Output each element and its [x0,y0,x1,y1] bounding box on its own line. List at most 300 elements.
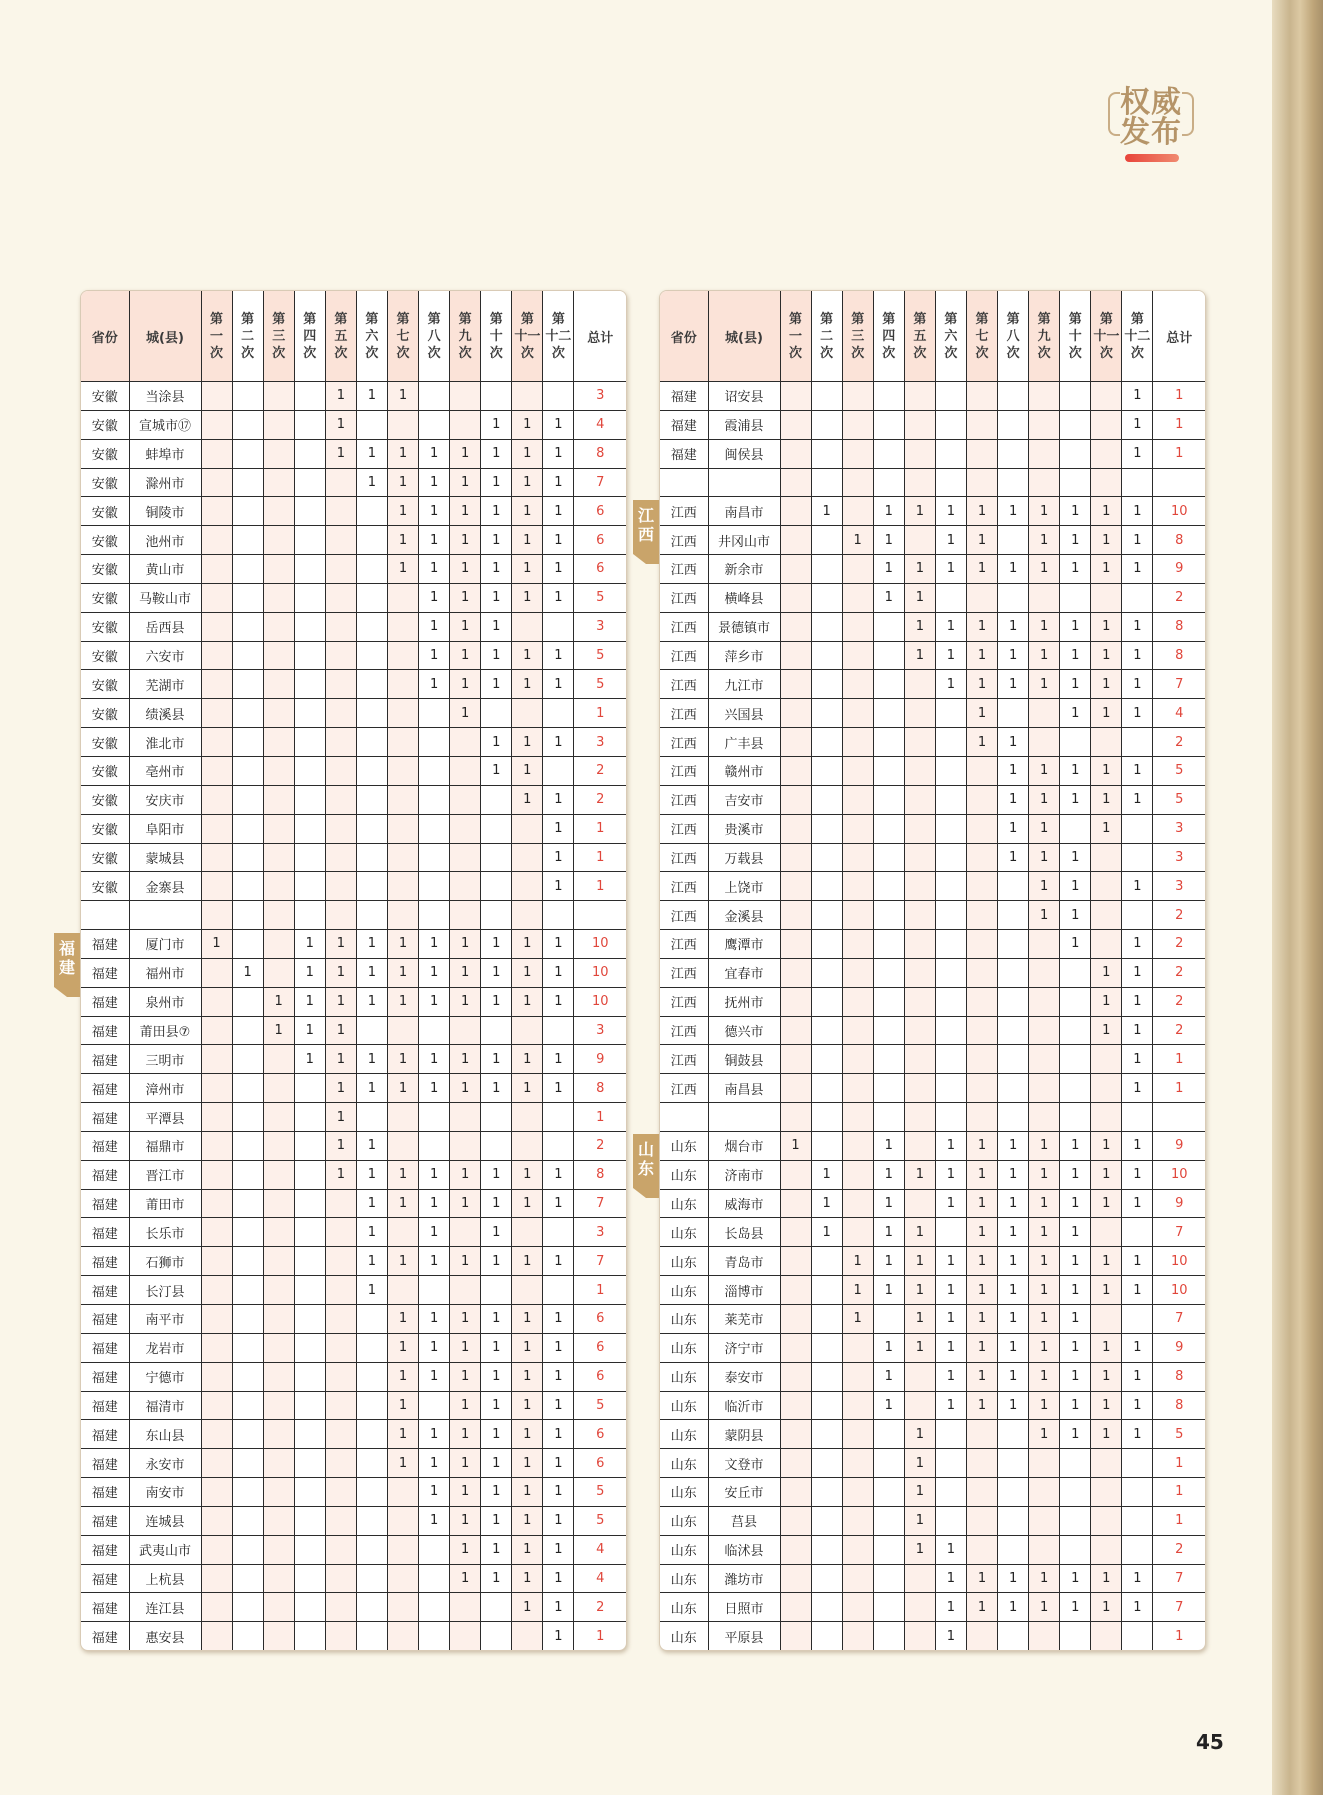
round-cell: 1 [450,1449,481,1478]
round-cell [1091,1478,1122,1507]
round-cell: 1 [356,468,387,497]
round-cell [873,1449,904,1478]
round-cell [1029,382,1060,411]
round-cell [232,1045,263,1074]
round-cell: 1 [543,526,574,555]
round-cell [1122,901,1153,930]
total-cell: 1 [1153,382,1205,411]
city-cell: 文登市 [708,1449,780,1478]
round-cell: 1 [998,670,1029,699]
header-total: 总计 [1153,291,1205,382]
city-cell: 池州市 [129,526,201,555]
total-cell: 9 [1153,1189,1205,1218]
round-cell [263,1276,294,1305]
round-cell [904,756,935,785]
province-cell: 山东 [660,1564,708,1593]
province-cell: 安徽 [81,583,129,612]
round-cell: 1 [356,382,387,411]
round-cell [325,670,356,699]
header-round-char: 第 [210,311,224,327]
round-cell [811,612,842,641]
table-row [81,1103,626,1132]
round-cell [325,468,356,497]
province-cell: 福建 [81,1247,129,1276]
header-total: 总计 [574,291,626,382]
round-cell [263,382,294,411]
round-cell [842,699,873,728]
province-cell: 江西 [660,843,708,872]
round-cell [811,1131,842,1160]
header-round-char: 次 [851,345,865,361]
round-cell: 1 [1122,1420,1153,1449]
round-cell [1060,439,1091,468]
round-cell: 1 [387,1333,418,1362]
round-cell [780,1449,811,1478]
round-cell: 1 [512,468,543,497]
round-cell [873,872,904,901]
header-round-char: 次 [458,345,472,361]
city-cell: 临沂市 [708,1391,780,1420]
round-cell: 1 [512,1535,543,1564]
round-cell [1029,468,1060,497]
round-cell [387,1016,418,1045]
header-round-text [334,311,347,362]
round-cell [325,612,356,641]
round-cell [842,1449,873,1478]
round-cell [904,843,935,872]
total-cell: 2 [1153,728,1205,757]
round-cell: 1 [1029,1160,1060,1189]
round-cell [842,901,873,930]
round-cell [811,382,842,411]
round-cell [873,670,904,699]
round-cell: 1 [1060,699,1091,728]
round-cell: 1 [1122,1564,1153,1593]
city-cell: 福鼎市 [129,1131,201,1160]
total-cell: 8 [1153,641,1205,670]
city-cell: 抚州市 [708,987,780,1016]
round-cell: 1 [966,1391,997,1420]
round-cell [1029,583,1060,612]
round-cell: 1 [1122,526,1153,555]
round-cell [232,756,263,785]
round-cell [201,1391,232,1420]
city-cell: 临沭县 [708,1535,780,1564]
city-cell: 福州市 [129,958,201,987]
city-cell: 莆田县⑦ [129,1016,201,1045]
round-cell [811,843,842,872]
round-cell [450,814,481,843]
round-cell [904,670,935,699]
section-label-char: 西 [637,525,654,544]
round-cell: 1 [387,1305,418,1334]
total-cell: 2 [574,785,626,814]
round-cell [1029,410,1060,439]
header-round-char: 五 [334,328,348,344]
header-round-char: 第 [458,311,472,327]
round-cell: 1 [543,670,574,699]
round-cell: 1 [450,699,481,728]
round-cell [998,1074,1029,1103]
round-cell [1060,1478,1091,1507]
round-cell [966,583,997,612]
header-province: 省份 [660,291,708,382]
round-cell [356,1478,387,1507]
round-cell [512,901,543,930]
round-cell [1091,1074,1122,1103]
round-cell [450,1016,481,1045]
round-cell [201,641,232,670]
round-cell [1091,1103,1122,1132]
header-round-char: 第 [1037,311,1051,327]
total-cell: 1 [1153,1074,1205,1103]
round-cell: 1 [1122,785,1153,814]
total-cell: 10 [1153,1276,1205,1305]
header-round-char: 八 [427,328,441,344]
round-cell [811,1276,842,1305]
round-cell: 1 [419,930,450,959]
round-cell [873,785,904,814]
total-cell: 5 [574,1391,626,1420]
header-round-char: 第 [975,311,989,327]
left-table-panel [80,290,627,1651]
total-cell: 3 [1153,814,1205,843]
round-cell [966,814,997,843]
round-cell [998,1016,1029,1045]
header-round-text [241,311,254,362]
round-cell: 1 [1091,1333,1122,1362]
province-cell: 山东 [660,1391,708,1420]
table-row [660,526,1205,555]
round-cell [1060,814,1091,843]
round-cell [780,699,811,728]
province-cell [660,1103,708,1132]
round-cell [904,958,935,987]
round-cell: 1 [1060,930,1091,959]
round-cell: 1 [419,1305,450,1334]
province-cell: 安徽 [81,699,129,728]
city-cell: 安丘市 [708,1478,780,1507]
round-cell: 1 [512,1305,543,1334]
round-cell [201,814,232,843]
round-cell: 1 [1091,1247,1122,1276]
round-cell [232,497,263,526]
round-cell [780,641,811,670]
round-cell: 1 [481,958,512,987]
round-cell [1029,699,1060,728]
round-cell: 1 [935,497,966,526]
round-cell [263,497,294,526]
round-cell: 1 [543,814,574,843]
round-cell [1060,382,1091,411]
round-cell: 1 [450,1247,481,1276]
round-cell [419,1276,450,1305]
province-cell: 安徽 [81,670,129,699]
city-cell: 绩溪县 [129,699,201,728]
round-cell: 1 [1060,872,1091,901]
round-cell: 1 [543,1333,574,1362]
total-cell: 1 [1153,1506,1205,1535]
header-round-text [272,311,285,362]
round-cell [450,872,481,901]
round-cell: 1 [387,930,418,959]
round-cell: 1 [1091,1016,1122,1045]
table-row [660,1276,1205,1305]
province-cell: 福建 [81,1074,129,1103]
total-cell: 2 [574,1593,626,1622]
city-cell [708,1103,780,1132]
province-cell: 福建 [81,1333,129,1362]
round-cell [873,699,904,728]
table-row [81,1622,626,1650]
round-cell: 1 [356,1074,387,1103]
table-row [81,583,626,612]
round-cell [780,1391,811,1420]
header-round-2 [232,291,263,382]
round-cell [543,699,574,728]
table-row [81,1478,626,1507]
round-cell: 1 [325,382,356,411]
city-cell: 南平市 [129,1305,201,1334]
round-cell [998,583,1029,612]
round-cell [780,1189,811,1218]
round-cell [512,612,543,641]
round-cell [966,1535,997,1564]
round-cell: 1 [481,1478,512,1507]
round-cell [481,1276,512,1305]
round-cell [873,641,904,670]
round-cell [998,1506,1029,1535]
round-cell [232,1506,263,1535]
round-cell: 1 [998,756,1029,785]
round-cell [419,699,450,728]
round-cell: 1 [904,641,935,670]
round-cell: 1 [1060,1160,1091,1189]
table-row [660,1045,1205,1074]
round-cell [294,756,325,785]
round-cell [356,612,387,641]
round-cell [1029,930,1060,959]
round-cell [419,1564,450,1593]
table-row [660,641,1205,670]
round-cell [387,583,418,612]
round-cell: 1 [1122,670,1153,699]
round-cell [356,872,387,901]
round-cell [966,1016,997,1045]
round-cell [842,1391,873,1420]
header-round-text [459,311,472,362]
round-cell [780,1564,811,1593]
table-row [81,872,626,901]
round-cell: 1 [1091,1420,1122,1449]
round-cell [780,756,811,785]
round-cell [935,1218,966,1247]
round-cell [232,1478,263,1507]
round-cell: 1 [356,958,387,987]
header-round-text [365,311,378,362]
table-row [660,987,1205,1016]
round-cell [998,901,1029,930]
round-cell [966,1478,997,1507]
round-cell [811,1362,842,1391]
province-cell: 江西 [660,756,708,785]
province-cell: 山东 [660,1333,708,1362]
round-cell: 1 [1029,1276,1060,1305]
table-row [660,1622,1205,1650]
round-cell: 1 [873,1131,904,1160]
round-cell: 1 [387,1074,418,1103]
table-row [81,612,626,641]
round-cell: 1 [325,410,356,439]
round-cell: 1 [966,670,997,699]
round-cell [1060,410,1091,439]
round-cell: 1 [1029,1189,1060,1218]
province-cell: 江西 [660,872,708,901]
round-cell [232,1362,263,1391]
header-round-12 [1122,291,1153,382]
round-cell: 1 [512,555,543,584]
city-cell: 上饶市 [708,872,780,901]
round-cell [873,930,904,959]
round-cell: 1 [450,1420,481,1449]
round-cell: 1 [1122,612,1153,641]
round-cell [294,1333,325,1362]
round-cell: 1 [1029,497,1060,526]
city-cell: 亳州市 [129,756,201,785]
round-cell [780,1016,811,1045]
round-cell: 1 [481,497,512,526]
header-round-text [944,311,957,362]
header-round-char: 第 [241,311,255,327]
round-cell [325,641,356,670]
province-cell: 福建 [660,439,708,468]
province-cell: 江西 [660,930,708,959]
round-cell: 1 [419,1160,450,1189]
round-cell: 1 [543,641,574,670]
province-cell: 福建 [81,930,129,959]
round-cell: 1 [387,497,418,526]
round-cell: 1 [543,1074,574,1103]
round-cell: 1 [419,555,450,584]
logo-right-bracket [1182,92,1194,136]
city-cell: 泉州市 [129,987,201,1016]
city-cell: 宁德市 [129,1362,201,1391]
total-cell: 9 [1153,1333,1205,1362]
province-cell: 福建 [81,1478,129,1507]
round-cell: 1 [1060,756,1091,785]
round-cell [1060,468,1091,497]
round-cell [1060,1045,1091,1074]
city-cell: 济宁市 [708,1333,780,1362]
round-cell [387,699,418,728]
city-cell: 安庆市 [129,785,201,814]
round-cell: 1 [512,583,543,612]
round-cell [232,872,263,901]
total-cell: 1 [574,699,626,728]
round-cell: 1 [543,497,574,526]
province-cell: 福建 [81,1391,129,1420]
round-cell: 1 [1060,1333,1091,1362]
total-cell: 5 [574,1506,626,1535]
city-cell: 蚌埠市 [129,439,201,468]
round-cell [356,1622,387,1650]
round-cell [387,901,418,930]
round-cell [935,756,966,785]
header-round-char: 三 [272,328,286,344]
round-cell [294,785,325,814]
round-cell [935,1045,966,1074]
round-cell [263,814,294,843]
round-cell [1060,1103,1091,1132]
round-cell [512,1276,543,1305]
round-cell: 1 [1091,526,1122,555]
round-cell [263,1391,294,1420]
round-cell [263,1305,294,1334]
round-cell [842,1506,873,1535]
round-cell [450,1103,481,1132]
round-cell [543,1016,574,1045]
city-cell: 铜鼓县 [708,1045,780,1074]
round-cell [294,382,325,411]
round-cell [356,1593,387,1622]
city-cell: 莱芜市 [708,1305,780,1334]
right-table-panel [659,290,1206,1651]
round-cell [419,1391,450,1420]
round-cell: 1 [450,497,481,526]
round-cell [419,843,450,872]
round-cell [419,410,450,439]
round-cell [904,785,935,814]
round-cell [294,1478,325,1507]
city-cell: 厦门市 [129,930,201,959]
header-round-3 [842,291,873,382]
round-cell: 1 [873,1247,904,1276]
header-round-text [514,311,540,362]
total-cell [1153,1103,1205,1132]
city-cell: 芜湖市 [129,670,201,699]
total-cell: 5 [1153,756,1205,785]
round-cell: 1 [904,1535,935,1564]
round-cell [998,1449,1029,1478]
round-cell [935,382,966,411]
round-cell [201,583,232,612]
round-cell [294,872,325,901]
header-round-9 [1029,291,1060,382]
round-cell: 1 [543,1247,574,1276]
header-round-char: 第 [1130,311,1144,327]
table-row [660,1305,1205,1334]
round-cell: 1 [543,1478,574,1507]
header-round-char: 次 [210,345,224,361]
round-cell: 1 [356,930,387,959]
header-round-text [545,311,571,362]
round-cell [325,756,356,785]
province-cell: 山东 [660,1189,708,1218]
header-round-char: 次 [820,345,834,361]
round-cell: 1 [873,583,904,612]
round-cell: 1 [450,439,481,468]
city-cell: 宣城市⑰ [129,410,201,439]
province-cell: 山东 [660,1420,708,1449]
round-cell: 1 [966,1305,997,1334]
round-cell [998,987,1029,1016]
round-cell [842,1333,873,1362]
round-cell [966,1103,997,1132]
round-cell [935,1420,966,1449]
section-label-jiangxi [633,500,659,554]
logo-line-2: 发布 [1120,115,1182,150]
round-cell [232,382,263,411]
